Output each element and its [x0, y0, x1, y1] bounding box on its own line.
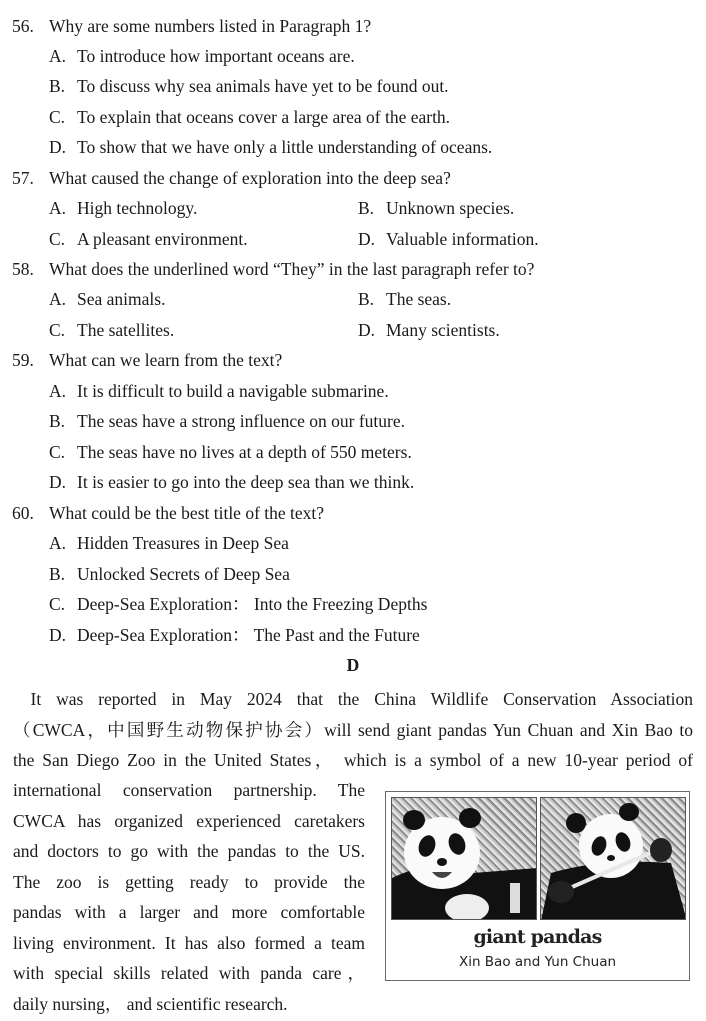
question-57 — [12, 167, 451, 189]
option-60c — [49, 593, 427, 615]
option-label: D. — [49, 625, 67, 645]
option-60b — [49, 563, 290, 585]
option-label: C. — [49, 229, 66, 249]
option-56c — [49, 106, 450, 128]
panda-photo-xin-bao — [391, 797, 537, 920]
option-text: The seas have a strong influence on our future. — [77, 411, 406, 431]
option-text: Valuable information. — [386, 229, 539, 249]
question-text: What can we learn from the text? — [49, 350, 283, 370]
option-label: C. — [49, 594, 66, 614]
passage-paragraph-narrow — [13, 775, 365, 1019]
option-label: A. — [49, 289, 67, 309]
passage-line: CWCA has organized experienced caretakers — [13, 810, 365, 831]
question-60 — [12, 502, 324, 524]
option-59a — [49, 380, 389, 402]
option-text: It is difficult to build a navigable submarine. — [77, 381, 389, 401]
option-label: C. — [49, 107, 66, 127]
figure-subtitle: Xin Bao and Yun Chuan — [458, 954, 617, 970]
option-57a — [49, 197, 197, 219]
option-text: Many scientists. — [386, 320, 500, 340]
question-text: What could be the best title of the text? — [49, 503, 325, 523]
option-label: B. — [358, 198, 375, 218]
panda-photo-yun-chuan — [540, 797, 686, 920]
option-label: A. — [49, 198, 67, 218]
option-text: The seas. — [386, 289, 452, 309]
passage-line: （CWCA，中国野生动物保护协会）will send giant pandas Yun Chuan and Xin Bao to — [13, 719, 693, 740]
passage-paragraph-wide — [13, 684, 693, 776]
option-text: Unlocked Secrets of Deep Sea — [77, 564, 290, 584]
option-text: Unknown species. — [386, 198, 515, 218]
question-text: What caused the change of exploration into the deep sea? — [49, 168, 451, 188]
question-59 — [12, 349, 282, 371]
passage-line: pandas with a larger and more comfortable — [13, 902, 365, 922]
option-58b — [358, 288, 451, 310]
option-58c — [49, 319, 174, 341]
option-58d — [358, 319, 500, 341]
question-number: 59. — [12, 350, 34, 370]
panda-icon — [392, 798, 537, 920]
option-59c — [49, 441, 412, 463]
option-57b — [358, 197, 514, 219]
option-text: A pleasant environment. — [77, 229, 248, 249]
option-56a — [49, 45, 355, 67]
option-label: D. — [358, 320, 376, 340]
section-title: D — [346, 655, 360, 675]
passage-line: The zoo is getting ready to provide the — [13, 871, 365, 892]
option-text: High technology. — [77, 198, 198, 218]
question-56 — [12, 15, 371, 37]
passage-line: the San Diego Zoo in the United States， which is a symbol of a new 10-year period of — [13, 750, 693, 770]
option-text: To show that we have only a little understanding of oceans. — [77, 137, 493, 157]
panda-figure — [385, 791, 690, 981]
option-label: B. — [49, 76, 66, 96]
question-number: 60. — [12, 503, 34, 523]
option-59d — [49, 471, 414, 493]
question-text: What does the underlined word “They” in the last paragraph refer to? — [49, 259, 535, 279]
option-text: Deep-Sea Exploration： Into the Freezing Depths — [77, 594, 428, 614]
question-58 — [12, 258, 534, 280]
option-label: A. — [49, 533, 67, 553]
option-label: D. — [49, 472, 67, 492]
option-text: To discuss why sea animals have yet to be found out. — [77, 76, 449, 96]
option-58a — [49, 288, 165, 310]
option-label: D. — [49, 137, 67, 157]
question-number: 56. — [12, 16, 34, 36]
option-label: B. — [49, 411, 66, 431]
passage-line: daily nursing， and scientific research. — [13, 993, 288, 1014]
option-text: To introduce how important oceans are. — [77, 46, 355, 66]
option-label: C. — [49, 442, 66, 462]
option-text: Sea animals. — [77, 289, 166, 309]
question-number: 58. — [12, 259, 34, 279]
passage-line: It was reported in May 2024 that the China Wildlife Conservation Association — [13, 689, 693, 709]
option-57c — [49, 228, 248, 250]
option-60a — [49, 532, 289, 554]
figure-title: giant pandas — [473, 926, 602, 948]
passage-line: living environment. It has also formed a team — [13, 932, 365, 953]
passage-line: international conservation partnership. The — [13, 780, 365, 800]
option-text: Hidden Treasures in Deep Sea — [77, 533, 289, 553]
option-label: C. — [49, 320, 66, 340]
option-text: The seas have no lives at a depth of 550 meters. — [77, 442, 412, 462]
passage-line: with special skills related with panda care， — [13, 963, 365, 983]
option-text: Deep-Sea Exploration： The Past and the Future — [77, 625, 420, 645]
option-59b — [49, 410, 405, 432]
panda-icon — [541, 798, 686, 920]
question-number: 57. — [12, 168, 34, 188]
option-text: It is easier to go into the deep sea than we think. — [77, 472, 415, 492]
option-label: A. — [49, 46, 67, 66]
option-60d — [49, 624, 420, 646]
option-text: To explain that oceans cover a large area of the earth. — [77, 107, 451, 127]
option-label: B. — [358, 289, 375, 309]
option-56d — [49, 136, 492, 158]
passage-line: and doctors to go with the pandas to the US. — [13, 841, 365, 861]
option-label: B. — [49, 564, 66, 584]
option-label: A. — [49, 381, 67, 401]
question-text: Why are some numbers listed in Paragraph 1? — [49, 16, 372, 36]
option-label: D. — [358, 229, 376, 249]
option-56b — [49, 75, 449, 97]
option-text: The satellites. — [77, 320, 175, 340]
option-57d — [358, 228, 539, 250]
